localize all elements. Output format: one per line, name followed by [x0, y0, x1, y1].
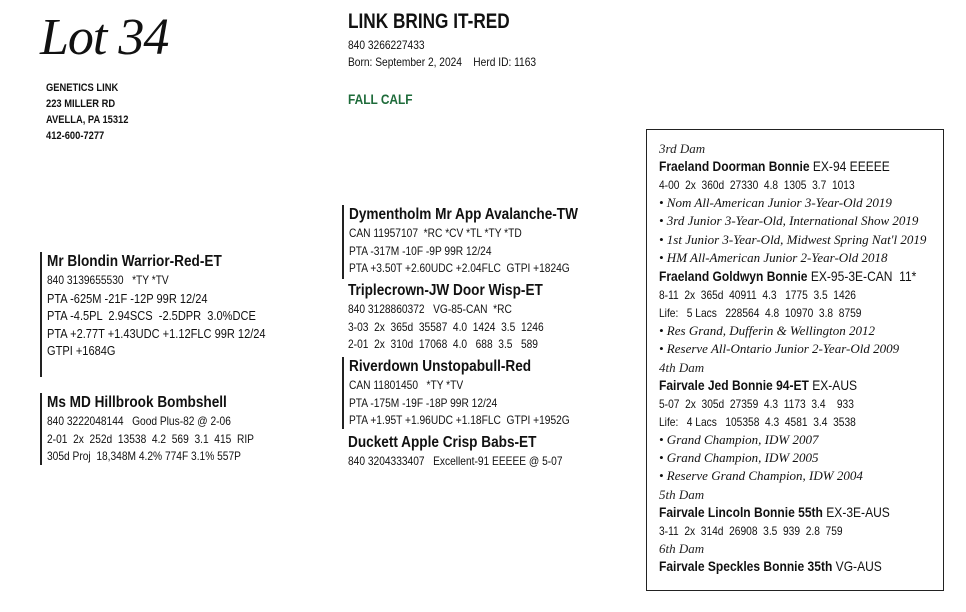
sire-sire-name: Dymentholm Mr App Avalanche-TW: [349, 206, 578, 223]
dam-projection-line: 305d Proj 18,348M 4.2% 774F 3.1% 557P: [47, 449, 241, 463]
dam-sire-block: [342, 357, 609, 429]
dam-block: [40, 393, 291, 465]
dam-generation-label: 6th Dam: [659, 540, 705, 556]
ancestor-classification: VG-AUS: [835, 557, 882, 574]
sire-pta-line: PTA +2.77T +1.43UDC +1.12FLC 99R 12/24: [47, 325, 266, 341]
dam-sire-line: PTA -175M -19F -18P 99R 12/24: [349, 395, 498, 410]
ancestor-achievement: • 1st Junior 3-Year-Old, Midwest Spring Nat'l 2019: [659, 231, 927, 247]
ancestor-record: 3-11 2x 314d 26908 3.5 939 2.8 759: [659, 523, 843, 538]
ancestor-record: 8-11 2x 365d 40911 4.3 1775 3.5 1426: [659, 288, 856, 303]
consignor-phone: 412-600-7277: [46, 130, 105, 142]
ancestor-achievement: • Nom All-American Junior 3-Year-Old 2019: [659, 195, 892, 210]
dam-dam-block: [348, 433, 600, 471]
sire-block: [40, 252, 304, 377]
dam-dam-line: 840 3204333407 Excellent-91 EEEEE @ 5-07: [348, 454, 563, 468]
ancestor-lifetime-record: Life: 5 Lacs 228564 4.8 10970 3.8 8759: [659, 306, 862, 321]
ancestor-classification: EX-94 EEEEE: [812, 158, 890, 174]
ancestor-name: Fairvale Speckles Bonnie 35th VG-AUS: [659, 557, 882, 574]
consignor-info: [46, 80, 143, 144]
ancestor-lifetime-record: Life: 4 Lacs 105358 4.3 4581 3.4 3538: [659, 414, 856, 429]
sire-sire-block: [342, 205, 618, 279]
animal-category: FALL CALF: [348, 91, 413, 107]
ancestor-classification: EX-95-3E-CAN 11*: [810, 268, 917, 285]
sire-sire-line: PTA +3.50T +2.60UDC +2.04FLC GTPI +1824G: [349, 261, 570, 275]
consignor-name: GENETICS LINK: [46, 82, 119, 94]
dam-generation-label: 3rd Dam: [659, 141, 706, 156]
dam-sire-name: Riverdown Unstopabull-Red: [349, 358, 532, 375]
ancestor-name: Fraeland Doorman Bonnie EX-94 EEEEE: [659, 158, 890, 174]
dam-generation-label: 4th Dam: [659, 359, 705, 375]
ancestor-classification: EX-3E-AUS: [826, 503, 890, 520]
ancestor-name: Fraeland Goldwyn Bonnie EX-95-3E-CAN 11*: [659, 268, 917, 285]
ancestor-achievement: • Res Grand, Dufferin & Wellington 2012: [659, 323, 876, 339]
ancestor-name: Fairvale Lincoln Bonnie 55th EX-3E-AUS: [659, 503, 890, 520]
sire-pta-line: PTA -4.5PL 2.94SCS -2.5DPR 3.0%DCE: [47, 308, 256, 323]
animal-details: [348, 37, 569, 71]
animal-born-line: Born: September 2, 2024 Herd ID: 1163: [348, 55, 537, 69]
sire-dam-name: Triplecrown-JW Door Wisp-ET: [348, 282, 543, 299]
sire-dam-line: 840 3128860372 VG-85-CAN *RC: [348, 302, 512, 316]
sire-name: Mr Blondin Warrior-Red-ET: [47, 253, 222, 270]
sire-dam-block: [348, 281, 578, 354]
consignor-city: AVELLA, PA 15312: [46, 114, 129, 126]
maternal-line-box: [646, 129, 944, 591]
sire-sire-line: CAN 11957107 *RC *CV *TL *TY *TD: [349, 226, 522, 240]
ancestor-name: Fairvale Jed Bonnie 94-ET EX-AUS: [659, 376, 858, 393]
dam-sire-line: CAN 11801450 *TY *TV: [349, 378, 464, 392]
dam-name: Ms MD Hillbrook Bombshell: [47, 394, 227, 411]
dam-sire-line: PTA +1.95T +1.96UDC +1.18FLC GTPI +1952G: [349, 413, 570, 427]
ancestor-achievement: • HM All-American Junior 2-Year-Old 2018: [659, 249, 888, 265]
ancestor-record: 4-00 2x 360d 27330 4.8 1305 3.7 1013: [659, 178, 855, 192]
ancestor-achievement: • 3rd Junior 3-Year-Old, International Show 2019: [659, 213, 919, 229]
animal-name: LINK BRING IT-RED: [348, 10, 510, 33]
ancestor-classification: EX-AUS: [812, 376, 858, 393]
lot-number: Lot 34: [40, 9, 169, 66]
sire-dam-line: 2-01 2x 310d 17068 4.0 688 3.5 589: [348, 337, 538, 351]
ancestor-achievement: • Reserve All-Ontario Junior 2-Year-Old 2009: [659, 341, 900, 357]
ancestor-record: 5-07 2x 305d 27359 4.3 1173 3.4 933: [659, 396, 854, 411]
sire-gtpi-line: GTPI +1684G: [47, 343, 116, 358]
dam-dam-name: Duckett Apple Crisp Babs-ET: [348, 434, 537, 451]
sire-sire-line: PTA -317M -10F -9P 99R 12/24: [349, 243, 492, 258]
sire-id-line: 840 3139655530 *TY *TV: [47, 273, 169, 287]
sire-pta-line: PTA -625M -21F -12P 99R 12/24: [47, 290, 208, 306]
dam-generation-label: 5th Dam: [659, 486, 705, 502]
ancestor-achievement: • Grand Champion, IDW 2007: [659, 431, 819, 447]
animal-id: 840 3266227433: [348, 38, 425, 52]
ancestor-achievement: • Reserve Grand Champion, IDW 2004: [659, 468, 863, 484]
dam-record-line: 2-01 2x 252d 13538 4.2 569 3.1 415 RIP: [47, 431, 254, 446]
ancestor-achievement: • Grand Champion, IDW 2005: [659, 450, 819, 466]
dam-id-line: 840 3222048144 Good Plus-82 @ 2-06: [47, 414, 231, 428]
consignor-street: 223 MILLER RD: [46, 98, 116, 110]
sire-dam-line: 3-03 2x 365d 35587 4.0 1424 3.5 1246: [348, 319, 544, 334]
